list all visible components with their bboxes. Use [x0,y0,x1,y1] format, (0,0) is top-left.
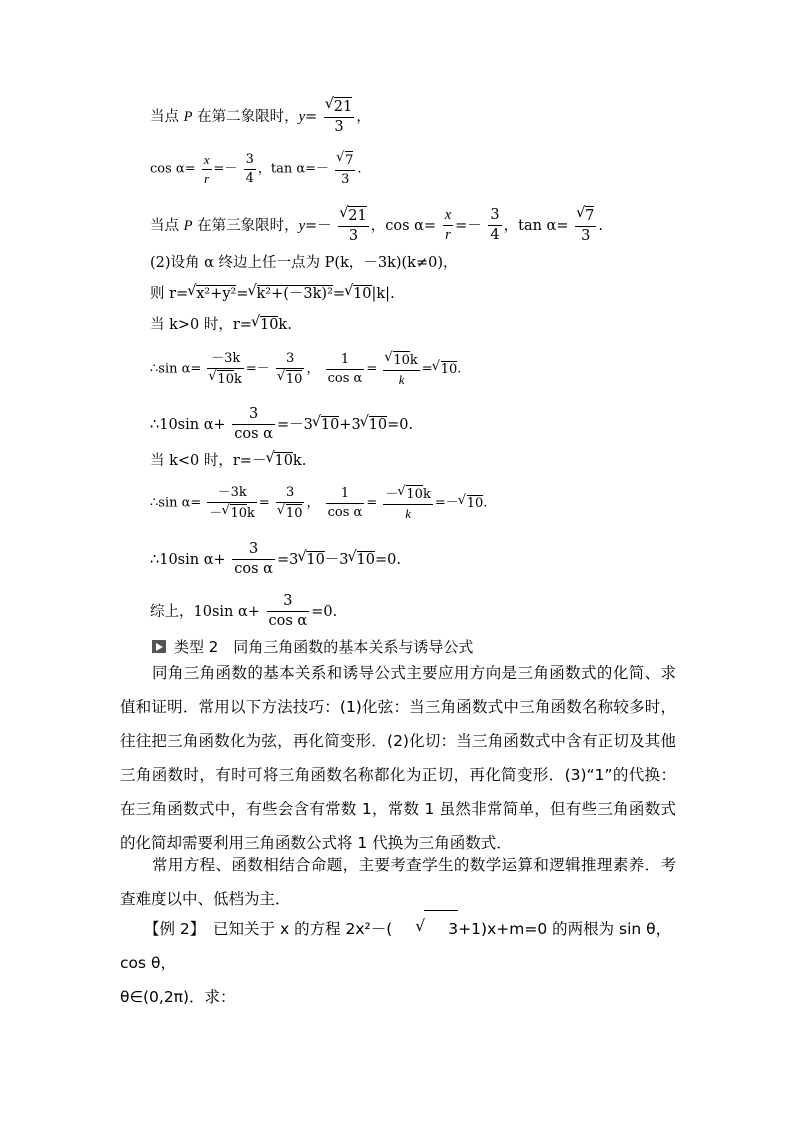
example-label: 【例 2】 [144,920,198,938]
radicand: 10 [466,495,484,511]
radicand: 10 [217,371,234,387]
radicand: 10 [368,416,388,433]
fraction [207,350,243,388]
text: ∴10sin α+ [150,551,226,568]
text: =－3 [276,416,313,433]
denominator: 3 [581,228,591,245]
text: =0. [374,551,401,568]
denominator: 4 [490,227,500,244]
text: 综上，10sin α+ [150,603,260,620]
solution-line-4 [150,256,458,271]
solution-line-9 [150,452,306,469]
denominator: cos α [327,370,363,386]
text: =－ [455,217,482,234]
denominator: cos α [234,561,273,578]
text: = [366,495,378,511]
text: 在第二象限时， [192,108,299,125]
solution-line-7 [150,350,461,388]
fraction [338,205,368,247]
numerator: －3k [207,484,256,503]
radicand: 7 [345,153,354,168]
numerator: 3 [244,151,256,170]
text: (2)设角 α 终边上任一点为 P(k，－3k)(k≠0)， [150,255,458,271]
denominator: 3 [334,119,344,136]
text: 当 k<0 时，r=－ [150,453,267,469]
var-y: y [298,217,306,234]
numerator: 3 [232,405,275,425]
radicand: 10 [306,551,325,568]
numerator: x [202,151,212,170]
text: ∴sin α= [150,361,202,377]
text: = [236,286,249,302]
fraction [383,350,419,388]
text: － [209,505,223,521]
solution-line-8 [150,405,413,445]
denominator-k: k [233,371,242,387]
text: ， [306,495,320,511]
text: =－ [305,217,332,234]
solution-line-3 [150,205,603,247]
text: +3 [339,416,361,433]
radicand: k²+(－3k)² [256,286,333,302]
text: =3 [276,551,299,568]
denominator: cos α [268,613,308,630]
solution-line-10 [150,484,487,522]
text: . [357,161,362,177]
fraction [267,592,310,632]
section-heading [152,636,473,657]
fraction [202,151,212,187]
solution-line-2 [150,150,362,188]
text: |k|. [371,286,395,302]
text: 则 r= [150,286,189,302]
text: . [598,217,603,234]
example-2 [120,910,680,1014]
text: =0. [311,603,338,620]
heading-text: 类型 2 同角三角函数的基本关系与诱导公式 [174,638,474,656]
radicand: 21 [333,99,353,115]
radicand: 10 [440,361,458,377]
numerator: 3 [276,484,305,503]
fraction [575,205,596,247]
radicand: 7 [585,208,595,224]
numerator: 3 [232,540,275,560]
var-k: k [409,353,418,368]
solution-line-1 [150,96,371,138]
text: . [483,495,488,511]
paragraph-2: 常用方程、函数相结合命题，主要考查学生的数学运算和逻辑推理素养．考查难度以中、低档为主． [120,856,676,908]
text: －3 [324,551,349,568]
text: ， [306,361,320,377]
text: 当 k>0 时，r= [150,317,252,333]
radicand: 10 [259,317,279,333]
text: ，tan α=－ [257,161,329,177]
radicand: 10 [320,416,340,433]
text: ∴10sin α+ [150,416,226,433]
fraction [207,484,256,522]
radicand: 10 [353,286,372,302]
radicand: 10 [393,353,410,368]
fraction [383,484,432,522]
radicand: 3 [424,910,458,946]
denominator: r [445,227,451,244]
example-line-2 [120,980,680,1014]
radicand: 10 [406,487,423,502]
fraction [232,540,275,580]
text: θ∈(0,2π)．求： [120,988,236,1006]
text: k. [292,453,307,469]
text: =－ [245,361,270,377]
denominator: k [405,505,411,521]
text: 已知关于 x 的方程 2x²－( [197,920,393,938]
solution-line-11 [150,540,401,580]
text: = [332,286,346,302]
denominator: cos α [234,426,273,443]
denominator: cos α [327,504,363,520]
denominator: r [204,170,210,186]
numerator: 1 [326,351,365,370]
text: 在第三象限时， [192,217,299,234]
numerator: 1 [326,485,365,504]
radicand: 10 [274,453,293,469]
paragraph-1: 同角三角函数的基本关系和诱导公式主要应用方向是三角函数式的化简、求值和证明．常用以下方法技巧：(1)化弦：当三角函数式中三角函数名称较多时，往往把三角函数化为弦，再化简变形．(2)化切：当三角函数式中含有正切及其他三角函数时，有时可将三角函数名称都化为正切，再化简变形．(3)“1”的代换：在三角函数式中，有些会含有常数 1，常数 1 虽然非常简单，但有些三角函数式的化简却需要利用三角函数公式将 1 代换为三角函数式． [120,664,676,852]
fraction [443,206,453,246]
text: ，cos α= [370,217,437,234]
var-k: k [422,487,431,502]
text: = [305,108,318,125]
numerator: 3 [276,350,305,369]
var-p: P [183,217,193,234]
solution-line-5 [150,285,395,302]
text: =0. [387,416,414,433]
radicand: 10 [285,505,303,521]
text: = [421,361,433,377]
text: = [366,361,378,377]
denominator: 3 [348,228,359,245]
text: . [457,361,462,377]
text: +1)x+m=0 的两根为 sin θ，cos θ， [120,920,672,972]
text: ∴sin α= [150,495,202,511]
denominator: 4 [245,170,254,186]
solution-line-12 [150,592,337,632]
numerator: x [443,206,453,226]
radicand: 10 [285,371,303,387]
numerator: －3k [207,350,243,369]
text: cos α= [150,161,196,177]
denominator-k: k [246,505,255,521]
text: 当点 [150,108,184,125]
numerator: 3 [488,206,501,226]
fraction [324,96,354,138]
fraction [244,151,256,187]
fraction [335,150,355,188]
text: ，tan α= [503,217,569,234]
denominator: 3 [341,171,350,187]
example-line-1 [120,910,680,980]
fraction [488,206,501,246]
radicand: 10 [356,551,375,568]
fraction [276,484,305,522]
var-p: P [183,108,193,125]
radicand: 21 [348,208,367,224]
radicand: x²+y² [196,286,237,302]
radicand: 10 [230,505,247,521]
text: =－ [434,495,459,511]
numerator: 3 [267,592,310,612]
fraction [276,350,305,388]
fraction [232,405,275,445]
fraction [326,485,365,521]
text: － [385,487,399,502]
text: = [258,495,270,511]
var-y: y [298,108,306,125]
play-triangle-icon [152,640,166,653]
text: =－ [213,161,238,177]
solution-line-6 [150,316,292,333]
text: k. [278,317,292,333]
denominator: k [398,371,405,387]
text: 当点 [150,217,184,234]
text: ， [356,108,371,125]
fraction [326,351,365,387]
